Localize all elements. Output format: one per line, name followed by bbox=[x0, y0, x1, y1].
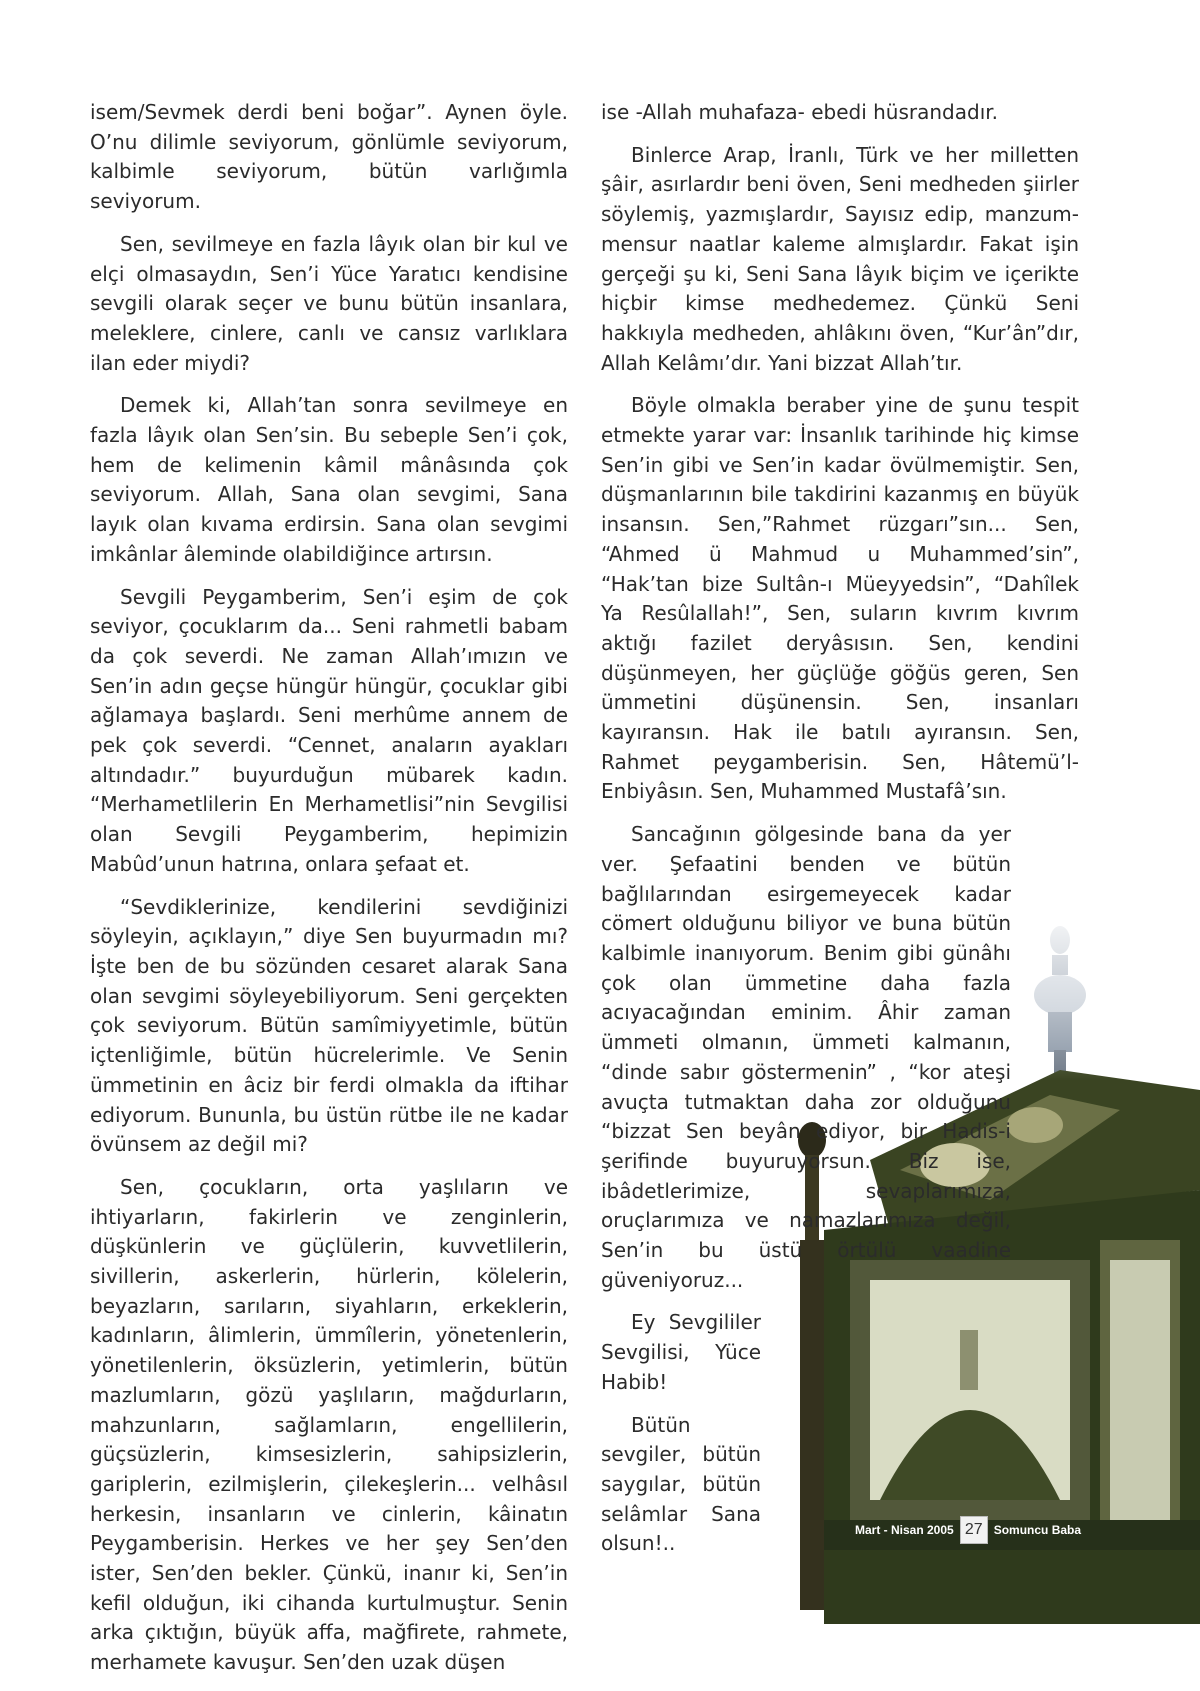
paragraph: ise -Allah muhafaza- ebedi hüsrandadır. bbox=[601, 100, 999, 124]
paragraph: “Sevdiklerinize, kendilerini sevdiğinizi söyleyin, açıklayın,” diye Sen buyurmadın mı? İşte ben de bu sözünden cesaret alarak Sana olan sevgimi söyleyebiliyorum. Seni gerçekten çok seviyorum. Bütün samîmiyyetimle, bütün içtenliğimle, bütün hücrelerimle. Ve Senin ümmetinin en âciz bir ferdi olmakla da iftihar ediyorum. Bununla, bu üstün rütbe ile ne kadar övünsem az değil mi? bbox=[90, 894, 568, 1157]
magazine-name: Somuncu Baba bbox=[993, 1523, 1082, 1537]
right-text-column bbox=[601, 98, 1082, 1572]
paragraph: Ey Sevgililer Sevgilisi, Yüce Habib! bbox=[601, 1310, 761, 1394]
issue-date: Mart - Nisan 2005 bbox=[855, 1523, 954, 1537]
paragraph: Sevgili Peygamberim, Sen’i eşim de çok seviyor, çocuklarım da... Seni rahmetli babam da çok severdi. Ne zaman Allah’ımızın ve Sen’in adın geçse hüngür hüngür, çocuklar gibi ağlamaya başlardı. Seni merhûme annem de pek çok severdi. “Cennet, anaların ayakları altındadır.” buyurduğun mübarek kadın. “Merhametlilerin En Merhametlisi”nin Sevgilisi olan Sevgili Peygamberim, hepimizin Mabûd’unun hatrına, onlara şefaat et. bbox=[90, 584, 568, 876]
paragraph: Sancağının gölgesinde bana da yer ver. Şefaatini benden ve bütün bağlılarından esirgemeyecek kadar cömert olduğunu biliyor ve buna bütün kalbimle inanıyorum. Benim gibi günâhı çok olan ümmetine daha fazla acıyacağından eminim. Âhir zaman ümmeti olmanın, ümmeti kalmanın, “dinde sabır göstermenin” , “kor ateşi avuçta tutmaktan daha zor olduğunu “bizzat Sen beyân ediyor, bir Hadis-i şerifinde buyuruyorsun. Biz ise, ibâdetlerimize, sevaplarımıza, oruçlarımıza ve namazlarımıza değil, Sen’in bu üstü örtülü vaadine güveniyoruz... bbox=[601, 822, 1011, 1292]
paragraph: Böyle olmakla beraber yine de şunu tespit etmekte yarar var: İnsanlık tarihinde hiç kimse Sen’in gibi ve Sen’in kadar övülmemiştir. Sen, düşmanlarının bile takdirini kazanmış en büyük insansın. Sen,”Rahmet rüzgarı”sın... Sen, “Ahmed ü Mahmud u Muhammed’sin”, “Hak’tan bize Sultân-ı Müeyyedsin”, “Dahîlek Ya Resûlallah!”, Sen, suların kıvrım kıvrım aktığı fazilet deryâsısın. Sen, kendini düşünmeyen, her güçlüğe göğüs geren, Sen ümmetini düşünensin. Sen, insanları kayıransın. Hak ile batılı ayıransın. Sen, Rahmet peygamberisin. Sen, Hâtemü’l-Enbiyâsın. Sen, Muhammed Mustafâ’sın. bbox=[601, 393, 1079, 804]
page-number: 27 bbox=[960, 1516, 988, 1544]
paragraph: Binlerce Arap, İranlı, Türk ve her milletten şâir, asırlardır beni öven, Seni medheden şiirler söylemiş, yazmışlardır, Sayısız edip, manzum-mensur naatlar kaleme almışlardır. Fakat işin gerçeği şu ki, Seni Sana lâyık biçim ve içerikte hiçbir kimse medhedemez. Çünkü Seni hakkıyla medheden, ahlâkını öven, “Kur’ân”dır, Allah Kelâmı’dır. Yani bizzat Allah’tır. bbox=[601, 142, 1079, 375]
left-text-column bbox=[90, 98, 568, 1691]
paragraph: Demek ki, Allah’tan sonra sevilmeye en fazla lâyık olan Sen’sin. Bu sebeple Sen’i çok, hem de kelimenin kâmil mânâsında çok seviyorum. Allah, Sana olan sevgimi, Sana layık olan kıvama erdirsin. Sana olan sevgimi imkânlar âleminde olabildiğince artırsın. bbox=[90, 393, 568, 566]
page-footer bbox=[855, 1515, 1081, 1545]
paragraph: isem/Sevmek derdi beni boğar”. Aynen öyle. O’nu dilimle seviyorum, gönlümle seviyorum, kalbimle seviyorum, bütün varlığımla seviyorum. bbox=[90, 100, 568, 214]
paragraph: Sen, sevilmeye en fazla lâyık olan bir kul ve elçi olmasaydın, Sen’i Yüce Yaratıcı kendisine sevgili olarak seçer ve bunu bütün insanlara, meleklere, cinlere, canlı ve cansız varlıklara ilan eder miydi? bbox=[90, 231, 568, 375]
paragraph: Bütün sevgiler, bütün saygılar, bütün selâmlar Sana olsun!.. bbox=[601, 1412, 761, 1556]
paragraph: Sen, çocukların, orta yaşlıların ve ihtiyarların, fakirlerin ve zenginlerin, düşkünlerin ve güçlülerin, kuvvetlilerin, sivillerin, askerlerin, hürlerin, kölelerin, beyazların, sarıların, siyahların, erkeklerin, kadınların, âlimlerin, ümmîlerin, yönetenlerin, yönetilenlerin, öksüzlerin, yetimlerin, bütün mazlumların, gözü yaşlıların, mağdurların, mahzunların, sağlamların, engellilerin, güçsüzlerin, kimsesizlerin, sahipsizlerin, gariplerin, ezilmişlerin, çilekeşlerin... velhâsıl herkesin, insanların ve cinlerin, kâinatın Peygamberisin. Herkes ve her şey Sen’den ister, Sen’den bekler. Çünkü, inanır ki, Sen’in kefil olduğun, iki cihanda kurtulmuştur. Senin arka çıktığın, büyük affa, mağfirete, rahmete, merhamete kavuşur. Sen’den uzak düşen bbox=[90, 1174, 568, 1675]
